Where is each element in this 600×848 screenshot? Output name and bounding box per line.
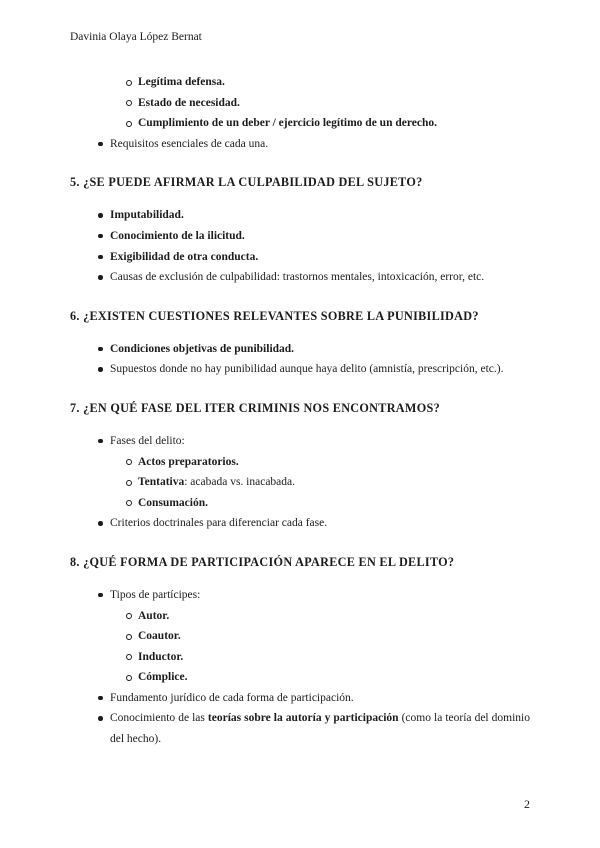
list-item-text: Supuestos donde no hay punibilidad aunque haya delito (amnistía, prescripción, etc.).	[110, 363, 504, 376]
list-item-text-bold: teorías sobre la autoría y participación	[207, 712, 399, 725]
list-item-text: Exigibilidad de otra conducta.	[110, 250, 259, 263]
list-item	[70, 113, 530, 134]
disc-bullet-icon	[98, 716, 103, 721]
list-item-text-bold: Consumación.	[138, 496, 208, 509]
list-item	[70, 205, 530, 226]
list-item-text-suffix: (como la teoría del dominio del hecho).	[110, 712, 530, 746]
list-item-text: Causas de exclusión de culpabilidad: trastornos mentales, intoxicación, error, etc.	[110, 271, 485, 284]
list-item	[70, 585, 530, 606]
list-item-text: Fundamento jurídico de cada forma de participación.	[110, 691, 354, 704]
circle-bullet-icon	[126, 654, 132, 660]
circle-bullet-icon	[126, 121, 132, 127]
disc-bullet-icon	[98, 347, 103, 352]
list-item-text: Coautor.	[138, 630, 181, 643]
section-heading-5: 5. ¿SE PUEDE AFIRMAR LA CULPABILIDAD DEL SUJETO?	[70, 175, 423, 190]
list-item	[70, 606, 530, 627]
list-item	[70, 493, 530, 514]
list-item-text: Cumplimiento de un deber / ejercicio legítimo de un derecho.	[138, 117, 437, 130]
list-item-text-bold: Actos preparatorios.	[138, 455, 239, 468]
circle-bullet-icon	[126, 634, 132, 640]
circle-bullet-icon	[126, 480, 132, 486]
list-item	[70, 226, 530, 247]
list-item-text: Cómplice.	[138, 671, 188, 684]
circle-bullet-icon	[126, 500, 132, 506]
disc-bullet-icon	[98, 142, 103, 147]
list-item	[70, 359, 530, 380]
disc-bullet-icon	[98, 213, 103, 218]
list-item-text-regular: : acabada vs. inacabada.	[184, 476, 296, 489]
list-item	[70, 267, 530, 288]
list-item-text: Conocimiento de la ilicitud.	[110, 229, 245, 242]
list-item	[70, 667, 530, 688]
list-item	[70, 452, 530, 473]
list-item-text: Autor.	[138, 609, 170, 622]
disc-bullet-icon	[98, 234, 103, 239]
circle-bullet-icon	[126, 459, 132, 465]
list-item	[70, 647, 530, 668]
list-item-text: Estado de necesidad.	[138, 96, 240, 109]
list-item	[70, 72, 530, 93]
list-item	[70, 472, 530, 493]
list-item	[70, 134, 530, 155]
disc-bullet-icon	[98, 367, 103, 372]
disc-bullet-icon	[98, 439, 103, 444]
list-item	[70, 93, 530, 114]
section-heading-6: 6. ¿EXISTEN CUESTIONES RELEVANTES SOBRE LA PUNIBILIDAD?	[70, 308, 479, 323]
list-item-text: Fases del delito:	[110, 434, 185, 447]
list-item-text-prefix: Conocimiento de las	[110, 712, 208, 725]
list-item-text: Tipos de partícipes:	[110, 588, 201, 601]
disc-bullet-icon	[98, 696, 103, 701]
list-item	[70, 339, 530, 360]
section-heading-8: 8. ¿QUÉ FORMA DE PARTICIPACIÓN APARECE EN EL DELITO?	[70, 554, 455, 569]
author-header: Davinia Olaya López Bernat	[70, 31, 202, 43]
circle-bullet-icon	[126, 613, 132, 619]
disc-bullet-icon	[98, 275, 103, 280]
list-item-text: Inductor.	[138, 650, 184, 663]
circle-bullet-icon	[126, 80, 132, 86]
list-item	[70, 708, 530, 749]
circle-bullet-icon	[126, 675, 132, 681]
document-content	[70, 72, 530, 750]
disc-bullet-icon	[98, 521, 103, 526]
page-number: 2	[524, 797, 530, 811]
disc-bullet-icon	[98, 255, 103, 260]
list-item-text: Legítima defensa.	[138, 76, 225, 88]
list-item	[70, 626, 530, 647]
section-heading-7: 7. ¿EN QUÉ FASE DEL ITER CRIMINIS NOS ENCONTRAMOS?	[70, 400, 440, 415]
list-item-text-bold: Tentativa	[138, 476, 185, 489]
list-item-text: Imputabilidad.	[110, 209, 184, 222]
list-item	[70, 513, 530, 534]
circle-bullet-icon	[126, 100, 132, 106]
list-item	[70, 688, 530, 709]
list-item-text: Requisitos esenciales de cada una.	[110, 137, 269, 150]
list-item	[70, 431, 530, 452]
list-item	[70, 247, 530, 268]
disc-bullet-icon	[98, 593, 103, 598]
list-item-text: Criterios doctrinales para diferenciar cada fase.	[110, 517, 328, 530]
list-item-text: Condiciones objetivas de punibilidad.	[110, 342, 295, 355]
